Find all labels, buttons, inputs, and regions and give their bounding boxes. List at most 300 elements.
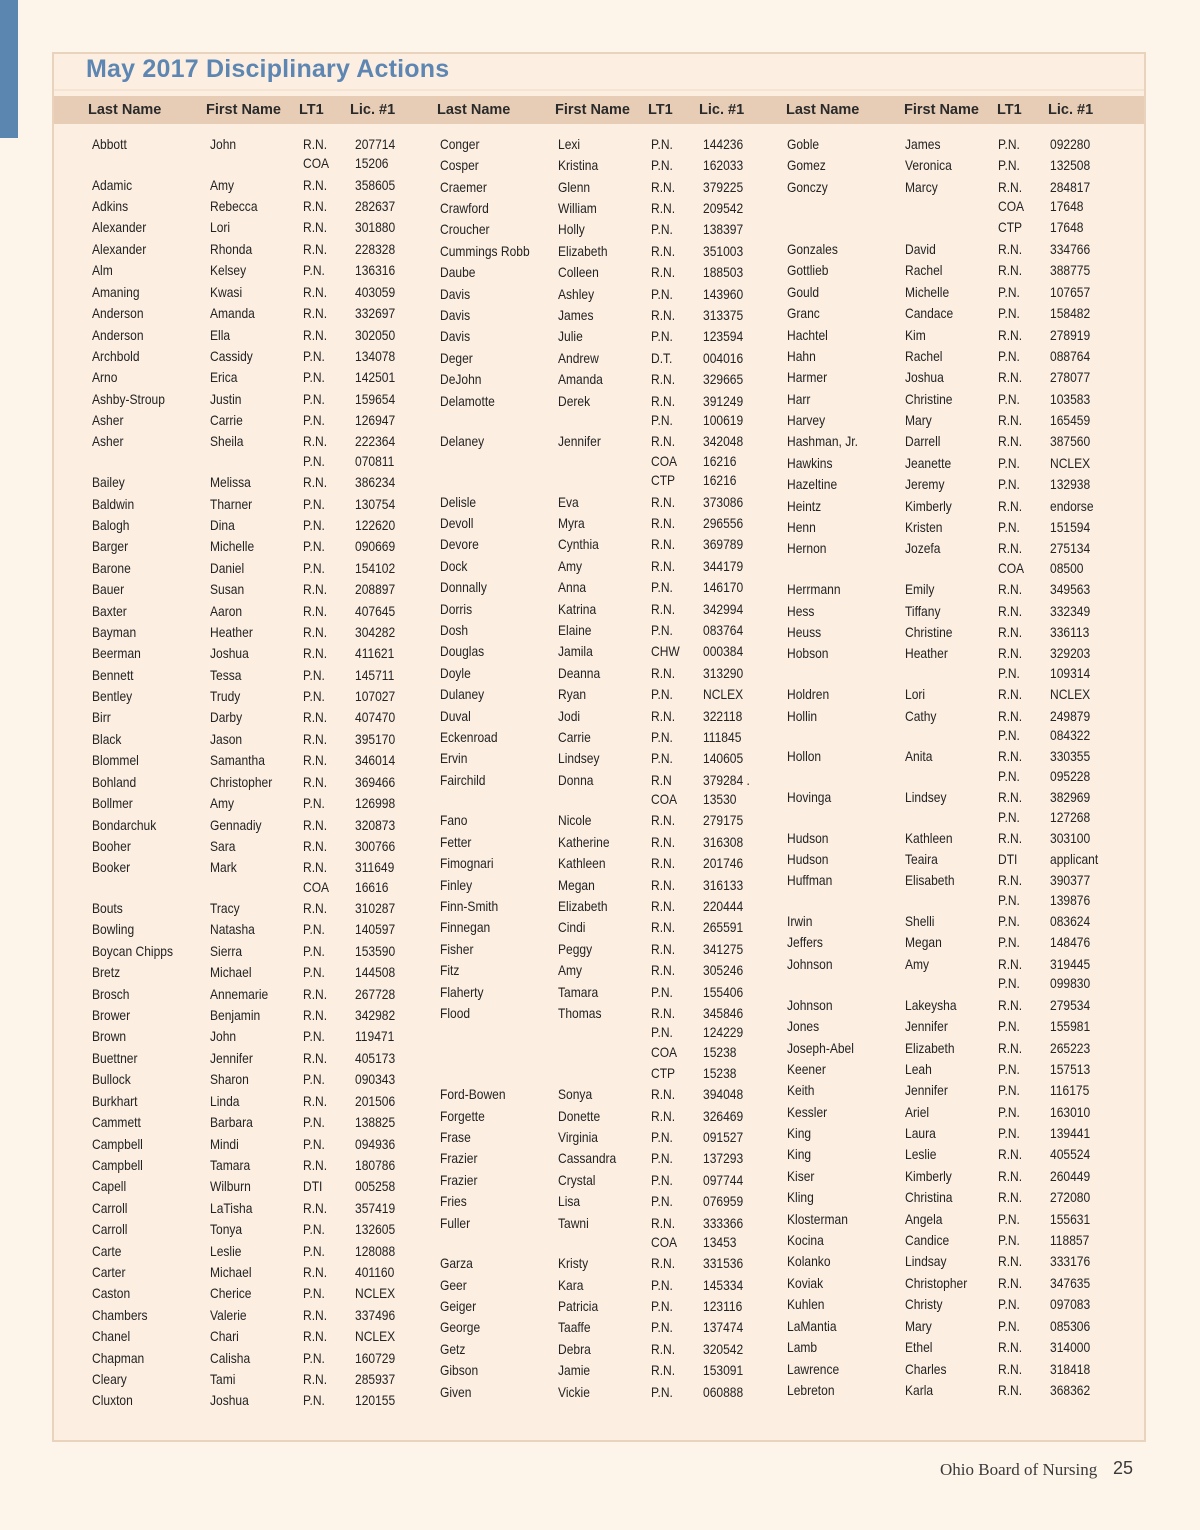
cell-last-name: Goble <box>787 136 820 152</box>
cell-license-number: 310287 <box>355 900 396 916</box>
cell-first-name: Donette <box>558 1108 601 1124</box>
cell-license-number: 347635 <box>1050 1275 1091 1291</box>
cell-first-name: Amanda <box>210 305 255 321</box>
cell-first-name: Katherine <box>558 834 610 850</box>
cell-first-name: John <box>210 1028 237 1044</box>
cell-last-name: Caston <box>92 1285 131 1301</box>
cell-first-name: Andrew <box>558 350 599 366</box>
cell-license-number: 144236 <box>703 136 744 152</box>
cell-license-type: P.N. <box>651 328 673 344</box>
cell-last-name: Eckenroad <box>440 729 498 745</box>
cell-last-name: Cammett <box>92 1114 141 1130</box>
cell-first-name: Ryan <box>558 686 587 702</box>
cell-last-name: Donnally <box>440 579 487 595</box>
cell-license-number: 139441 <box>1050 1125 1091 1141</box>
cell-first-name: Cassidy <box>210 348 253 364</box>
cell-license-type: P.N. <box>303 921 325 937</box>
cell-license-type: R.N. <box>998 830 1023 846</box>
cell-first-name: Mary <box>905 412 932 428</box>
cell-license-number: 330355 <box>1050 748 1091 764</box>
header-lt1: LT1 <box>299 102 324 118</box>
cell-last-name: Forgette <box>440 1108 485 1124</box>
cell-license-number: 180786 <box>355 1157 396 1173</box>
cell-last-name: Fimognari <box>440 855 494 871</box>
cell-license-type: P.N. <box>651 412 673 428</box>
cell-license-type: R.N. <box>998 540 1023 556</box>
cell-first-name: Ethel <box>905 1339 933 1355</box>
cell-license-number: 000384 <box>703 643 744 659</box>
header-lt1: LT1 <box>648 102 673 118</box>
cell-first-name: Kelsey <box>210 262 247 278</box>
cell-last-name: Jeffers <box>787 934 823 950</box>
cell-license-number: 090343 <box>355 1071 396 1087</box>
cell-license-type: P.N. <box>998 1211 1020 1227</box>
cell-license-type: R.N. <box>303 1307 328 1323</box>
header-last-name: Last Name <box>437 102 511 118</box>
cell-last-name: Buettner <box>92 1050 138 1066</box>
cell-last-name: Chanel <box>92 1328 131 1344</box>
cell-first-name: Chari <box>210 1328 239 1344</box>
cell-license-number: 132605 <box>355 1221 396 1237</box>
cell-first-name: Vickie <box>558 1384 590 1400</box>
cell-first-name: Angela <box>905 1211 943 1227</box>
cell-first-name: Elisabeth <box>905 872 955 888</box>
cell-license-number: 357419 <box>355 1200 396 1216</box>
cell-license-number: 084322 <box>1050 727 1091 743</box>
cell-license-type: P.N. <box>303 667 325 683</box>
cell-license-type: R.N. <box>651 1341 676 1357</box>
cell-last-name: Fuller <box>440 1215 471 1231</box>
cell-license-number: 319445 <box>1050 956 1091 972</box>
cell-first-name: Rachel <box>905 348 943 364</box>
cell-first-name: Holly <box>558 221 585 237</box>
cell-last-name: Arno <box>92 369 118 385</box>
cell-license-type: R.N. <box>998 1275 1023 1291</box>
cell-first-name: Kristen <box>905 519 943 535</box>
cell-license-type: P.N. <box>998 1296 1020 1312</box>
cell-last-name: Delaney <box>440 433 485 449</box>
cell-license-type: P.N. <box>303 1071 325 1087</box>
cell-first-name: Lindsey <box>558 750 600 766</box>
cell-first-name: Natasha <box>210 921 255 937</box>
cell-first-name: Teaira <box>905 851 938 867</box>
cell-license-number: 391249 <box>703 393 744 409</box>
cell-first-name: Susan <box>210 581 245 597</box>
cell-license-number: 138825 <box>355 1114 396 1130</box>
cell-license-type: DTI <box>998 851 1018 867</box>
cell-license-type: P.N. <box>303 391 325 407</box>
cell-first-name: Nicole <box>558 812 592 828</box>
cell-license-type: R.N. <box>303 838 328 854</box>
cell-last-name: Dock <box>440 558 468 574</box>
cell-first-name: Cathy <box>905 708 937 724</box>
cell-last-name: Bondarchuk <box>92 817 157 833</box>
cell-first-name: Sonya <box>558 1086 593 1102</box>
cell-last-name: Gould <box>787 284 820 300</box>
cell-last-name: Kiser <box>787 1168 815 1184</box>
cell-first-name: Karla <box>905 1382 934 1398</box>
cell-first-name: Amy <box>210 795 235 811</box>
cell-license-number: 379225 <box>703 179 744 195</box>
cell-last-name: Geer <box>440 1277 467 1293</box>
cell-license-number: 332349 <box>1050 603 1091 619</box>
cell-last-name: Blommel <box>92 752 139 768</box>
cell-first-name: Lexi <box>558 136 581 152</box>
cell-first-name: Melissa <box>210 474 251 490</box>
cell-license-number: 349563 <box>1050 581 1091 597</box>
cell-license-number: 162033 <box>703 157 744 173</box>
cell-license-number: 284817 <box>1050 179 1091 195</box>
header-lic: Lic. #1 <box>1048 102 1094 118</box>
cell-license-type: R.N. <box>998 1339 1023 1355</box>
cell-license-type: P.N. <box>651 1384 673 1400</box>
cell-license-number: 132508 <box>1050 157 1091 173</box>
cell-last-name: Hawkins <box>787 455 833 471</box>
cell-last-name: Delamotte <box>440 393 495 409</box>
cell-license-number: 16216 <box>703 453 737 469</box>
cell-last-name: Koviak <box>787 1275 824 1291</box>
cell-last-name: Hess <box>787 603 815 619</box>
cell-first-name: Heather <box>905 645 948 661</box>
cell-first-name: Christina <box>905 1189 953 1205</box>
cell-license-number: 279534 <box>1050 997 1091 1013</box>
cell-license-number: applicant <box>1050 851 1099 867</box>
cell-last-name: Hudson <box>787 851 829 867</box>
cell-license-type: COA <box>651 453 678 469</box>
cell-first-name: Eva <box>558 494 579 510</box>
cell-license-type: P.N. <box>998 1125 1020 1141</box>
cell-license-number: 137293 <box>703 1150 744 1166</box>
cell-last-name: Bohland <box>92 774 137 790</box>
cell-last-name: Burkhart <box>92 1093 138 1109</box>
cell-license-number: 159654 <box>355 391 396 407</box>
footer-publication: Ohio Board of Nursing <box>940 1460 1098 1479</box>
cell-last-name: Kessler <box>787 1104 828 1120</box>
cell-last-name: Bailey <box>92 474 125 490</box>
cell-last-name: Getz <box>440 1341 466 1357</box>
header-lic: Lic. #1 <box>699 102 745 118</box>
cell-last-name: Cleary <box>92 1371 127 1387</box>
cell-license-number: 083624 <box>1050 913 1091 929</box>
cell-license-type: P.N. <box>998 1318 1020 1334</box>
cell-last-name: Frazier <box>440 1150 478 1166</box>
cell-last-name: Flaherty <box>440 984 484 1000</box>
cell-license-number: 119471 <box>355 1028 395 1044</box>
cell-first-name: Derek <box>558 393 591 409</box>
cell-license-type: R.N. <box>303 752 328 768</box>
cell-license-number: 387560 <box>1050 433 1091 449</box>
cell-license-number: 333366 <box>703 1215 744 1231</box>
cell-last-name: Birr <box>92 709 111 725</box>
cell-first-name: Kimberly <box>905 498 952 514</box>
cell-last-name: Brown <box>92 1028 127 1044</box>
cell-license-type: P.N. <box>998 913 1020 929</box>
cell-first-name: Elaine <box>558 622 592 638</box>
cell-last-name: Cosper <box>440 157 479 173</box>
cell-last-name: Campbell <box>92 1136 143 1152</box>
cell-first-name: Lakeysha <box>905 997 957 1013</box>
cell-license-number: endorse <box>1050 498 1094 514</box>
cell-license-number: 285937 <box>355 1371 396 1387</box>
cell-first-name: Jamie <box>558 1362 591 1378</box>
cell-first-name: Tharner <box>210 496 253 512</box>
cell-first-name: Crystal <box>558 1172 596 1188</box>
cell-license-number: 228328 <box>355 241 396 257</box>
cell-license-number: 13453 <box>703 1234 737 1250</box>
cell-license-number: 358605 <box>355 177 396 193</box>
cell-first-name: Elizabeth <box>558 898 608 914</box>
cell-first-name: Tamara <box>210 1157 251 1173</box>
cell-license-number: 136316 <box>355 262 396 278</box>
cell-last-name: Hernon <box>787 540 827 556</box>
cell-last-name: Dulaney <box>440 686 485 702</box>
cell-license-type: R.N. <box>303 284 328 300</box>
cell-last-name: Hovinga <box>787 789 832 805</box>
cell-last-name: Henn <box>787 519 816 535</box>
cell-license-number: NCLEX <box>1050 686 1091 702</box>
cell-last-name: Finn-Smith <box>440 898 499 914</box>
cell-license-type: P.N. <box>651 136 673 152</box>
cell-license-number: 265223 <box>1050 1040 1091 1056</box>
cell-last-name: Kling <box>787 1189 814 1205</box>
cell-license-number: 337496 <box>355 1307 396 1323</box>
cell-first-name: Virginia <box>558 1129 598 1145</box>
cell-license-type: R.N. <box>998 498 1023 514</box>
cell-license-number: 267728 <box>355 986 396 1002</box>
cell-license-number: 100619 <box>703 412 744 428</box>
cell-license-type: P.N. <box>651 1024 673 1040</box>
page-title: May 2017 Disciplinary Actions <box>86 55 450 83</box>
cell-first-name: Tonya <box>210 1221 243 1237</box>
cell-last-name: Devoll <box>440 515 474 531</box>
cell-license-type: R.N. <box>998 789 1023 805</box>
cell-license-number: 373086 <box>703 494 744 510</box>
cell-license-type: R.N. <box>651 1108 676 1124</box>
cell-license-type: R.N. <box>651 877 676 893</box>
cell-license-type: R.N. <box>998 179 1023 195</box>
cell-license-number: 090669 <box>355 538 396 554</box>
cell-first-name: Kathleen <box>558 855 606 871</box>
cell-last-name: Finnegan <box>440 919 491 935</box>
cell-first-name: Christopher <box>905 1275 968 1291</box>
cell-license-number: NCLEX <box>355 1328 396 1344</box>
cell-first-name: Cherice <box>210 1285 252 1301</box>
cell-last-name: Bretz <box>92 964 121 980</box>
cell-license-type: R.N. <box>651 962 676 978</box>
cell-license-number: 275134 <box>1050 540 1091 556</box>
cell-last-name: Kuhlen <box>787 1296 825 1312</box>
cell-first-name: Myra <box>558 515 585 531</box>
cell-license-number: 13530 <box>703 791 737 807</box>
cell-license-type: P.N. <box>651 750 673 766</box>
cell-first-name: David <box>905 241 936 257</box>
cell-license-type: R.N. <box>998 433 1023 449</box>
cell-last-name: Doyle <box>440 665 471 681</box>
cell-license-number: 122620 <box>355 517 396 533</box>
cell-license-type: R.N. <box>998 645 1023 661</box>
cell-first-name: James <box>558 307 594 323</box>
cell-license-number: 092280 <box>1050 136 1091 152</box>
cell-license-number: 368362 <box>1050 1382 1091 1398</box>
cell-license-type: R.N. <box>303 433 328 449</box>
cell-first-name: Candice <box>905 1232 950 1248</box>
cell-first-name: Megan <box>905 934 942 950</box>
cell-license-number: 320873 <box>355 817 396 833</box>
cell-license-number: 17648 <box>1050 219 1084 235</box>
cell-license-number: 144508 <box>355 964 396 980</box>
cell-last-name: Hudson <box>787 830 829 846</box>
cell-license-number: 143960 <box>703 286 744 302</box>
cell-license-type: P.N. <box>303 1350 325 1366</box>
cell-license-type: P.N. <box>998 284 1020 300</box>
cell-license-type: COA <box>303 879 330 895</box>
cell-last-name: Anderson <box>92 327 144 343</box>
cell-last-name: Holdren <box>787 686 830 702</box>
header-last-name: Last Name <box>786 102 860 118</box>
cell-last-name: Alm <box>92 262 113 278</box>
cell-first-name: Lisa <box>558 1193 581 1209</box>
cell-last-name: Hollin <box>787 708 818 724</box>
cell-license-number: 222364 <box>355 433 396 449</box>
cell-license-number: 220444 <box>703 898 744 914</box>
cell-license-type: P.N. <box>303 943 325 959</box>
cell-license-number: 351003 <box>703 243 744 259</box>
cell-last-name: Craemer <box>440 179 487 195</box>
cell-license-number: 403059 <box>355 284 396 300</box>
cell-license-number: 329203 <box>1050 645 1091 661</box>
cell-license-type: R.N. <box>651 1005 676 1021</box>
cell-first-name: Jennifer <box>210 1050 253 1066</box>
cell-first-name: Charles <box>905 1361 947 1377</box>
cell-license-type: P.N. <box>998 1018 1020 1034</box>
cell-first-name: Michelle <box>210 538 255 554</box>
cell-last-name: Baxter <box>92 603 127 619</box>
cell-license-type: P.N. <box>998 305 1020 321</box>
cell-license-type: R.N. <box>651 1215 676 1231</box>
cell-last-name: Frazier <box>440 1172 478 1188</box>
cell-last-name: Davis <box>440 286 471 302</box>
cell-last-name: Carroll <box>92 1221 128 1237</box>
cell-first-name: Julie <box>558 328 583 344</box>
cell-last-name: Keith <box>787 1082 815 1098</box>
cell-license-number: 331536 <box>703 1255 744 1271</box>
cell-license-number: 15206 <box>355 155 389 171</box>
cell-license-type: R.N. <box>303 709 328 725</box>
cell-license-number: NCLEX <box>1050 455 1091 471</box>
cell-last-name: Asher <box>92 412 124 428</box>
cell-last-name: Brower <box>92 1007 131 1023</box>
cell-last-name: Beerman <box>92 645 141 661</box>
cell-license-number: 138397 <box>703 221 744 237</box>
cell-license-type: P.N. <box>998 975 1020 991</box>
cell-license-number: 17648 <box>1050 198 1084 214</box>
cell-license-number: 209542 <box>703 200 744 216</box>
cell-license-type: CHW <box>651 643 680 659</box>
cell-license-type: P.N. <box>651 729 673 745</box>
cell-license-type: P.N. <box>303 1392 325 1408</box>
cell-first-name: Benjamin <box>210 1007 261 1023</box>
cell-license-type: R.N. <box>303 1371 328 1387</box>
cell-first-name: Carrie <box>210 412 243 428</box>
cell-license-number: 094936 <box>355 1136 396 1152</box>
cell-license-type: P.N. <box>998 727 1020 743</box>
cell-last-name: Gottlieb <box>787 262 829 278</box>
cell-last-name: Gibson <box>440 1362 479 1378</box>
cell-license-number: 140597 <box>355 921 396 937</box>
cell-license-type: P.N. <box>998 391 1020 407</box>
cell-license-number: 322118 <box>703 708 743 724</box>
cell-license-type: R.N. <box>303 474 328 490</box>
cell-license-type: R.N. <box>651 919 676 935</box>
cell-license-type: P.N. <box>303 1028 325 1044</box>
cell-license-number: 140605 <box>703 750 744 766</box>
cell-last-name: Delisle <box>440 494 477 510</box>
cell-first-name: Carrie <box>558 729 591 745</box>
cell-license-number: 411621 <box>355 645 395 661</box>
cell-license-type: R.N <box>651 772 672 788</box>
cell-license-number: 103583 <box>1050 391 1091 407</box>
cell-license-number: 326469 <box>703 1108 744 1124</box>
cell-license-type: R.N. <box>303 581 328 597</box>
cell-first-name: Thomas <box>558 1005 602 1021</box>
cell-last-name: Given <box>440 1384 472 1400</box>
cell-license-number: 099830 <box>1050 975 1091 991</box>
cell-license-type: R.N. <box>303 241 328 257</box>
cell-license-number: 208897 <box>355 581 396 597</box>
cell-license-number: 16216 <box>703 472 737 488</box>
cell-first-name: Tiffany <box>905 603 941 619</box>
cell-license-type: P.N. <box>998 476 1020 492</box>
cell-license-type: R.N. <box>998 262 1023 278</box>
cell-first-name: Justin <box>210 391 242 407</box>
cell-license-type: P.N. <box>303 348 325 364</box>
cell-license-type: R.N. <box>651 264 676 280</box>
cell-license-number: 405524 <box>1050 1146 1091 1162</box>
cell-license-type: R.N. <box>303 774 328 790</box>
cell-first-name: Jodi <box>558 708 581 724</box>
cell-license-number: 345846 <box>703 1005 744 1021</box>
cell-license-number: 388775 <box>1050 262 1091 278</box>
cell-license-type: P.N. <box>651 1150 673 1166</box>
cell-last-name: Adkins <box>92 198 129 214</box>
cell-license-number: 342994 <box>703 601 744 617</box>
cell-last-name: Campbell <box>92 1157 143 1173</box>
cell-last-name: Crawford <box>440 200 489 216</box>
cell-license-number: 395170 <box>355 731 396 747</box>
cell-last-name: King <box>787 1125 812 1141</box>
cell-first-name: Kristina <box>558 157 599 173</box>
cell-license-number: 158482 <box>1050 305 1091 321</box>
cell-license-number: 145711 <box>355 667 395 683</box>
cell-license-type: COA <box>651 791 678 807</box>
cell-license-type: P.N. <box>998 348 1020 364</box>
cell-license-type: R.N. <box>651 941 676 957</box>
cell-license-type: R.N. <box>998 1253 1023 1269</box>
cell-license-number: 394048 <box>703 1086 744 1102</box>
cell-first-name: Dina <box>210 517 235 533</box>
cell-license-number: 128088 <box>355 1243 396 1259</box>
cell-first-name: Christy <box>905 1296 943 1312</box>
cell-last-name: Cluxton <box>92 1392 133 1408</box>
cell-license-type: R.N. <box>303 1050 328 1066</box>
cell-last-name: Black <box>92 731 122 747</box>
cell-license-type: R.N. <box>303 305 328 321</box>
cell-first-name: Glenn <box>558 179 591 195</box>
cell-license-type: P.N. <box>303 1114 325 1130</box>
cell-license-number: 15238 <box>703 1044 737 1060</box>
cell-first-name: Lori <box>210 219 231 235</box>
cell-last-name: Heintz <box>787 498 822 514</box>
